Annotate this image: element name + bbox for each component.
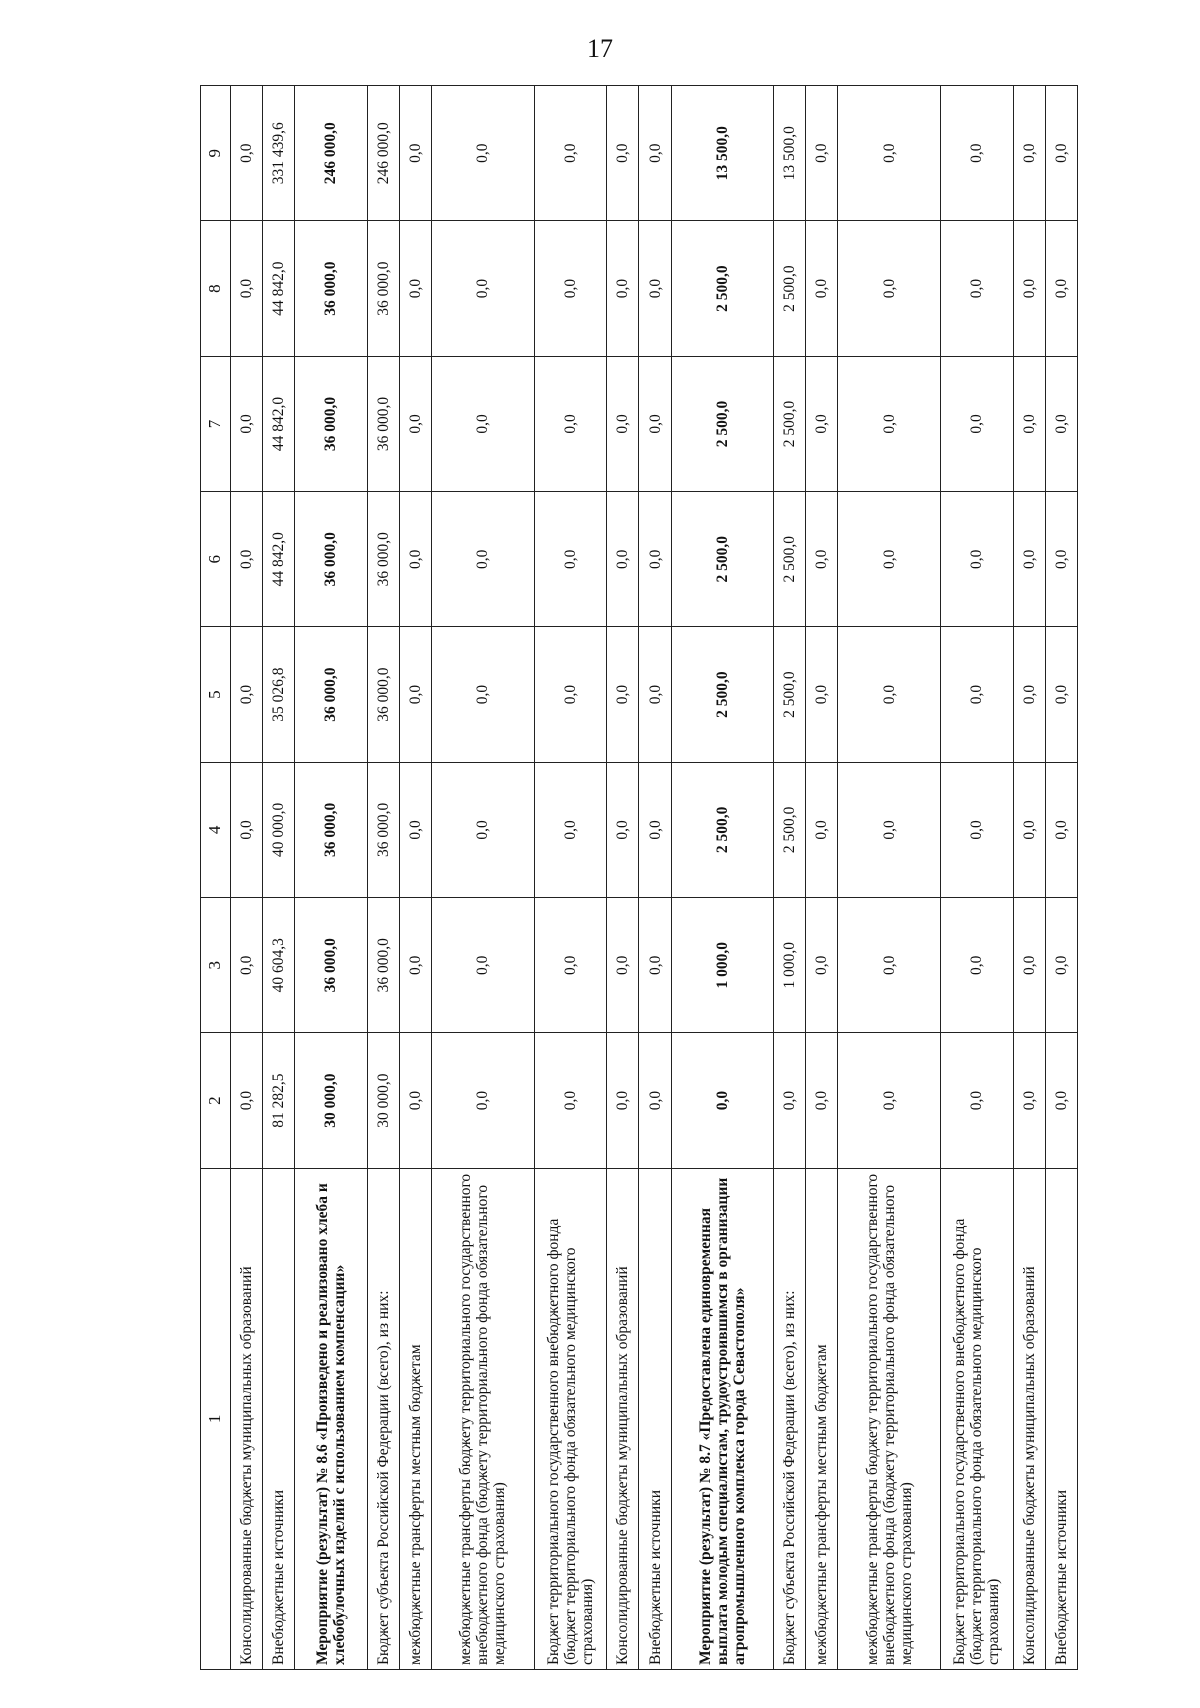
value-cell: 36 000,0 bbox=[367, 762, 399, 897]
value-cell: 0,0 bbox=[838, 492, 941, 627]
value-cell: 0,0 bbox=[607, 221, 639, 356]
value-cell: 0,0 bbox=[1045, 492, 1077, 627]
value-cell: 0,0 bbox=[432, 762, 535, 897]
value-cell: 0,0 bbox=[534, 898, 607, 1033]
value-cell: 40 604,3 bbox=[263, 898, 295, 1033]
value-cell: 0,0 bbox=[432, 86, 535, 221]
value-cell: 0,0 bbox=[1045, 1033, 1077, 1168]
row-label: Мероприятие (результат) № 8.6 «Произведено и реализовано хлеба и хлебобулочных изделий с использованием компенсации» bbox=[295, 1168, 368, 1669]
value-cell: 36 000,0 bbox=[367, 898, 399, 1033]
value-cell: 0,0 bbox=[1013, 356, 1045, 491]
value-cell: 36 000,0 bbox=[295, 356, 368, 491]
table-row bbox=[432, 86, 535, 1670]
column-header: 1 bbox=[201, 1168, 231, 1669]
value-cell: 0,0 bbox=[639, 356, 671, 491]
value-cell: 0,0 bbox=[607, 627, 639, 762]
value-cell: 0,0 bbox=[432, 492, 535, 627]
value-cell: 1 000,0 bbox=[774, 898, 806, 1033]
value-cell: 0,0 bbox=[607, 1033, 639, 1168]
value-cell: 44 842,0 bbox=[263, 221, 295, 356]
value-cell: 0,0 bbox=[941, 1033, 1014, 1168]
column-header: 2 bbox=[201, 1033, 231, 1168]
value-cell: 0,0 bbox=[231, 86, 263, 221]
value-cell: 0,0 bbox=[1045, 356, 1077, 491]
value-cell: 2 500,0 bbox=[671, 492, 774, 627]
value-cell: 0,0 bbox=[432, 627, 535, 762]
value-cell: 0,0 bbox=[941, 627, 1014, 762]
value-cell: 0,0 bbox=[806, 221, 838, 356]
row-label: межбюджетные трансферты местным бюджетам bbox=[806, 1168, 838, 1669]
value-cell: 0,0 bbox=[1045, 898, 1077, 1033]
value-cell: 0,0 bbox=[838, 898, 941, 1033]
table-row bbox=[774, 86, 806, 1670]
value-cell: 0,0 bbox=[399, 762, 431, 897]
value-cell: 2 500,0 bbox=[774, 221, 806, 356]
value-cell: 0,0 bbox=[1013, 86, 1045, 221]
table-row bbox=[263, 86, 295, 1670]
table-body bbox=[231, 86, 1078, 1670]
value-cell: 0,0 bbox=[838, 86, 941, 221]
column-header: 7 bbox=[201, 356, 231, 491]
value-cell: 2 500,0 bbox=[774, 492, 806, 627]
table-row bbox=[639, 86, 671, 1670]
table-row bbox=[1045, 86, 1077, 1670]
value-cell: 0,0 bbox=[838, 762, 941, 897]
value-cell: 0,0 bbox=[941, 86, 1014, 221]
value-cell: 0,0 bbox=[941, 898, 1014, 1033]
table-row bbox=[838, 86, 941, 1670]
value-cell: 0,0 bbox=[1013, 898, 1045, 1033]
value-cell: 36 000,0 bbox=[295, 492, 368, 627]
row-label: Бюджет субъекта Российской Федерации (всего), из них: bbox=[367, 1168, 399, 1669]
value-cell: 0,0 bbox=[607, 762, 639, 897]
page-number: 17 bbox=[587, 34, 613, 63]
value-cell: 0,0 bbox=[231, 221, 263, 356]
value-cell: 0,0 bbox=[534, 492, 607, 627]
table-row bbox=[941, 86, 1014, 1670]
value-cell: 0,0 bbox=[534, 221, 607, 356]
row-label: Внебюджетные источники bbox=[639, 1168, 671, 1669]
value-cell: 0,0 bbox=[231, 627, 263, 762]
value-cell: 0,0 bbox=[1013, 1033, 1045, 1168]
value-cell: 36 000,0 bbox=[295, 221, 368, 356]
value-cell: 0,0 bbox=[639, 221, 671, 356]
value-cell: 0,0 bbox=[941, 221, 1014, 356]
value-cell: 0,0 bbox=[838, 221, 941, 356]
row-label: Консолидированные бюджеты муниципальных образований bbox=[607, 1168, 639, 1669]
value-cell: 36 000,0 bbox=[295, 762, 368, 897]
value-cell: 0,0 bbox=[534, 627, 607, 762]
value-cell: 0,0 bbox=[1045, 221, 1077, 356]
row-label: Бюджет территориального государственного внебюджетного фонда (бюджет территориального фонда обязательного медицинского страхования) bbox=[534, 1168, 607, 1669]
value-cell: 0,0 bbox=[432, 356, 535, 491]
rotated-table-wrapper bbox=[200, 85, 1078, 1670]
value-cell: 0,0 bbox=[838, 356, 941, 491]
value-cell: 44 842,0 bbox=[263, 356, 295, 491]
value-cell: 0,0 bbox=[639, 86, 671, 221]
value-cell: 36 000,0 bbox=[367, 221, 399, 356]
row-label: Мероприятие (результат) № 8.7 «Предоставлена единовременная выплата молодым специалистам, трудоустроившимся в организации агропромышленного комплекса города Севастополя» bbox=[671, 1168, 774, 1669]
row-label: Бюджет территориального государственного внебюджетного фонда (бюджет территориального фонда обязательного медицинского страхования) bbox=[941, 1168, 1014, 1669]
value-cell: 2 500,0 bbox=[671, 627, 774, 762]
value-cell: 36 000,0 bbox=[295, 898, 368, 1033]
budget-table bbox=[200, 85, 1078, 1670]
table-row bbox=[607, 86, 639, 1670]
table-row bbox=[806, 86, 838, 1670]
value-cell: 2 500,0 bbox=[774, 356, 806, 491]
value-cell: 246 000,0 bbox=[367, 86, 399, 221]
value-cell: 0,0 bbox=[941, 762, 1014, 897]
value-cell: 2 500,0 bbox=[774, 627, 806, 762]
value-cell: 246 000,0 bbox=[295, 86, 368, 221]
value-cell: 0,0 bbox=[1045, 627, 1077, 762]
value-cell: 0,0 bbox=[399, 492, 431, 627]
value-cell: 0,0 bbox=[774, 1033, 806, 1168]
value-cell: 2 500,0 bbox=[671, 221, 774, 356]
value-cell: 0,0 bbox=[639, 1033, 671, 1168]
row-label: межбюджетные трансферты местным бюджетам bbox=[399, 1168, 431, 1669]
value-cell: 2 500,0 bbox=[671, 762, 774, 897]
value-cell: 0,0 bbox=[1045, 86, 1077, 221]
column-header: 5 bbox=[201, 627, 231, 762]
value-cell: 44 842,0 bbox=[263, 492, 295, 627]
table-row bbox=[1013, 86, 1045, 1670]
value-cell: 0,0 bbox=[231, 1033, 263, 1168]
value-cell: 0,0 bbox=[806, 627, 838, 762]
row-label: Консолидированные бюджеты муниципальных образований bbox=[231, 1168, 263, 1669]
value-cell: 0,0 bbox=[607, 898, 639, 1033]
value-cell: 36 000,0 bbox=[367, 492, 399, 627]
value-cell: 0,0 bbox=[231, 356, 263, 491]
table-row bbox=[671, 86, 774, 1670]
value-cell: 0,0 bbox=[639, 627, 671, 762]
column-header: 9 bbox=[201, 86, 231, 221]
value-cell: 0,0 bbox=[399, 86, 431, 221]
value-cell: 0,0 bbox=[639, 898, 671, 1033]
column-header: 4 bbox=[201, 762, 231, 897]
column-header: 6 bbox=[201, 492, 231, 627]
value-cell: 0,0 bbox=[838, 1033, 941, 1168]
value-cell: 0,0 bbox=[231, 762, 263, 897]
row-label: Внебюджетные источники bbox=[263, 1168, 295, 1669]
row-label: Бюджет субъекта Российской Федерации (всего), из них: bbox=[774, 1168, 806, 1669]
value-cell: 0,0 bbox=[607, 492, 639, 627]
row-label: Внебюджетные источники bbox=[1045, 1168, 1077, 1669]
value-cell: 0,0 bbox=[607, 356, 639, 491]
value-cell: 0,0 bbox=[432, 221, 535, 356]
table-row bbox=[534, 86, 607, 1670]
value-cell: 0,0 bbox=[534, 762, 607, 897]
value-cell: 0,0 bbox=[607, 86, 639, 221]
value-cell: 0,0 bbox=[838, 627, 941, 762]
table-row bbox=[367, 86, 399, 1670]
column-header: 8 bbox=[201, 221, 231, 356]
value-cell: 36 000,0 bbox=[367, 627, 399, 762]
value-cell: 0,0 bbox=[399, 1033, 431, 1168]
value-cell: 0,0 bbox=[231, 898, 263, 1033]
row-label: межбюджетные трансферты бюджету территориального государственного внебюджетного фонда (бюджету территориального фонда обязательного медицинского страхования) bbox=[838, 1168, 941, 1669]
value-cell: 0,0 bbox=[534, 356, 607, 491]
value-cell: 36 000,0 bbox=[367, 356, 399, 491]
row-label: межбюджетные трансферты бюджету территориального государственного внебюджетного фонда (бюджету территориального фонда обязательного медицинского страхования) bbox=[432, 1168, 535, 1669]
value-cell: 13 500,0 bbox=[671, 86, 774, 221]
value-cell: 0,0 bbox=[1013, 221, 1045, 356]
value-cell: 0,0 bbox=[639, 762, 671, 897]
table-row bbox=[231, 86, 263, 1670]
value-cell: 13 500,0 bbox=[774, 86, 806, 221]
value-cell: 0,0 bbox=[534, 1033, 607, 1168]
value-cell: 0,0 bbox=[432, 1033, 535, 1168]
value-cell: 0,0 bbox=[941, 492, 1014, 627]
table-header-row bbox=[201, 86, 231, 1670]
value-cell: 0,0 bbox=[806, 898, 838, 1033]
value-cell: 0,0 bbox=[1013, 492, 1045, 627]
value-cell: 0,0 bbox=[806, 86, 838, 221]
value-cell: 40 000,0 bbox=[263, 762, 295, 897]
value-cell: 81 282,5 bbox=[263, 1033, 295, 1168]
value-cell: 0,0 bbox=[806, 762, 838, 897]
value-cell: 0,0 bbox=[399, 221, 431, 356]
value-cell: 0,0 bbox=[1045, 762, 1077, 897]
value-cell: 0,0 bbox=[806, 1033, 838, 1168]
table-row bbox=[399, 86, 431, 1670]
value-cell: 331 439,6 bbox=[263, 86, 295, 221]
value-cell: 0,0 bbox=[534, 86, 607, 221]
value-cell: 0,0 bbox=[1013, 762, 1045, 897]
column-header: 3 bbox=[201, 898, 231, 1033]
value-cell: 0,0 bbox=[432, 898, 535, 1033]
value-cell: 36 000,0 bbox=[295, 627, 368, 762]
value-cell: 0,0 bbox=[399, 627, 431, 762]
value-cell: 1 000,0 bbox=[671, 898, 774, 1033]
value-cell: 0,0 bbox=[1013, 627, 1045, 762]
value-cell: 0,0 bbox=[399, 898, 431, 1033]
value-cell: 0,0 bbox=[671, 1033, 774, 1168]
value-cell: 0,0 bbox=[941, 356, 1014, 491]
value-cell: 0,0 bbox=[806, 492, 838, 627]
value-cell: 0,0 bbox=[231, 492, 263, 627]
table-row bbox=[295, 86, 368, 1670]
value-cell: 2 500,0 bbox=[774, 762, 806, 897]
value-cell: 30 000,0 bbox=[295, 1033, 368, 1168]
row-label: Консолидированные бюджеты муниципальных образований bbox=[1013, 1168, 1045, 1669]
value-cell: 0,0 bbox=[399, 356, 431, 491]
value-cell: 2 500,0 bbox=[671, 356, 774, 491]
value-cell: 0,0 bbox=[806, 356, 838, 491]
value-cell: 0,0 bbox=[639, 492, 671, 627]
value-cell: 35 026,8 bbox=[263, 627, 295, 762]
value-cell: 30 000,0 bbox=[367, 1033, 399, 1168]
